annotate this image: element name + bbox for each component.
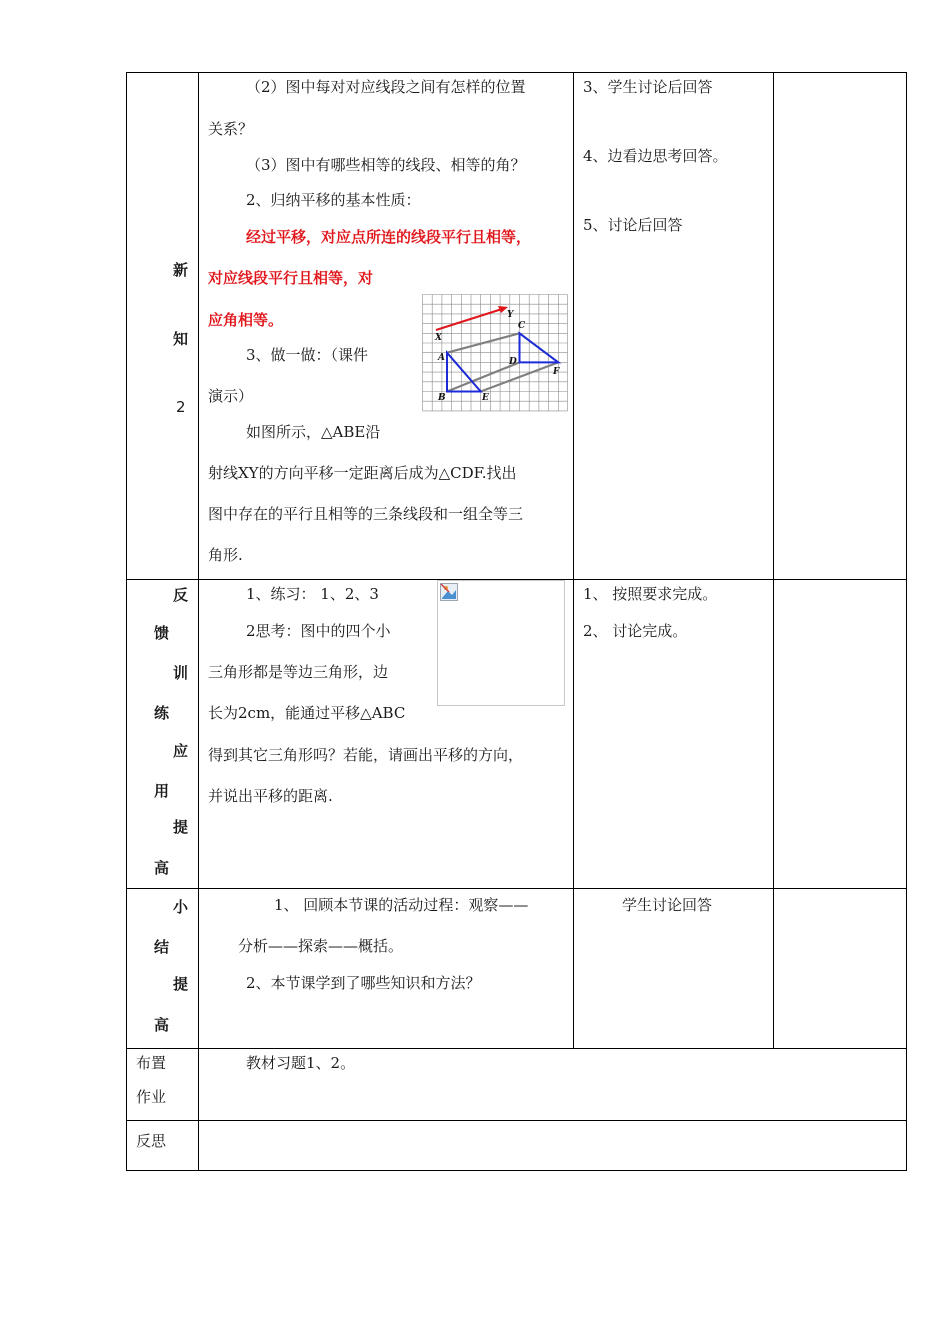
student-feedback-2: 2、 讨论完成。 — [583, 622, 688, 640]
label-a: A — [438, 353, 445, 363]
arrow-xy — [436, 306, 508, 330]
section-label-char: 反 — [173, 586, 189, 604]
section-label-char: 结 — [154, 938, 170, 956]
summary-line1: 1、 回顾本节课的活动过程：观察—— — [274, 896, 529, 914]
question-3: （3）图中有哪些相等的线段、相等的角？ — [246, 156, 526, 174]
label-e: E — [482, 393, 489, 403]
col-line-right — [906, 72, 907, 1171]
label-b: B — [438, 393, 446, 403]
section-label-char: 提 — [173, 818, 189, 836]
col-line-content — [573, 72, 574, 1049]
homework-label-line2: 作业 — [136, 1088, 167, 1106]
col-line-left — [126, 72, 127, 1171]
student-summary: 学生讨论回答 — [622, 896, 713, 914]
question-2-line1: （2）图中每对对应线段之间有怎样的位置 — [246, 78, 526, 96]
col-line-student — [773, 72, 774, 1049]
section-label-char: 提 — [173, 975, 189, 993]
section-label-char: 新 — [173, 261, 189, 279]
section-label-char: 高 — [154, 1016, 170, 1034]
section-label-char: 知 — [173, 330, 189, 348]
row-line-2 — [126, 888, 907, 889]
row-line-top — [126, 72, 907, 73]
think-line1: 2思考：图中的四个小 — [246, 622, 391, 640]
try-line1: 3、做一做：（课件 — [246, 346, 369, 364]
summary-heading: 2、归纳平移的基本性质： — [246, 191, 421, 209]
homework-content: 教材习题1、2。 — [246, 1054, 356, 1072]
practice-line: 1、练习： 1、2、3 — [246, 585, 379, 603]
translation-figure — [422, 294, 568, 416]
col-line-label — [198, 72, 199, 1171]
row-line-bottom — [126, 1170, 907, 1171]
think-line3: 长为2cm，能通过平移△ABC — [208, 704, 406, 722]
property-line1: 经过平移，对应点所连的线段平行且相等， — [246, 228, 532, 246]
summary-line3: 2、本节课学到了哪些知识和方法？ — [246, 974, 481, 992]
think-line5: 并说出平移的距离. — [208, 787, 333, 805]
example-line3: 图中存在的平行且相等的三条线段和一组全等三 — [208, 505, 524, 523]
section-label-char: 2 — [176, 398, 186, 416]
label-f: F — [553, 367, 560, 377]
think-line2: 三角形都是等边三角形，边 — [208, 663, 389, 681]
property-line3: 应角相等。 — [208, 311, 284, 329]
student-activity-4: 4、边看边思考回答。 — [583, 147, 728, 165]
student-activity-3: 3、学生讨论后回答 — [583, 78, 713, 96]
row-line-3 — [126, 1048, 907, 1049]
section-label-char: 馈 — [154, 624, 170, 642]
section-label-char: 应 — [173, 742, 189, 760]
broken-image-icon — [440, 583, 458, 601]
section-label-char: 用 — [154, 782, 170, 800]
try-line2: 演示） — [208, 387, 254, 405]
student-feedback-1: 1、 按照要求完成。 — [583, 585, 718, 603]
example-line4: 角形. — [208, 546, 243, 564]
example-line1: 如图所示，△ABE沿 — [246, 423, 381, 441]
row-line-4 — [126, 1120, 907, 1121]
broken-image-frame — [437, 580, 565, 706]
homework-label-line1: 布置 — [136, 1054, 167, 1072]
reflection-label: 反思 — [136, 1132, 167, 1150]
question-2-line2: 关系？ — [208, 120, 254, 138]
section-label-char: 训 — [173, 664, 189, 682]
student-activity-5: 5、讨论后回答 — [583, 216, 683, 234]
label-y: Y — [507, 310, 514, 320]
label-c: C — [518, 321, 526, 331]
label-x: X — [435, 333, 442, 343]
label-d: D — [509, 357, 517, 367]
property-line2: 对应线段平行且相等，对 — [208, 269, 374, 287]
example-line2: 射线XY的方向平移一定距离后成为△CDF.找出 — [208, 464, 517, 482]
think-line4: 得到其它三角形吗？若能，请画出平移的方向， — [208, 746, 524, 764]
section-label-char: 小 — [173, 898, 189, 916]
summary-line2: 分析——探索——概括。 — [238, 937, 404, 955]
section-label-char: 高 — [154, 859, 170, 877]
section-label-char: 练 — [154, 704, 170, 722]
